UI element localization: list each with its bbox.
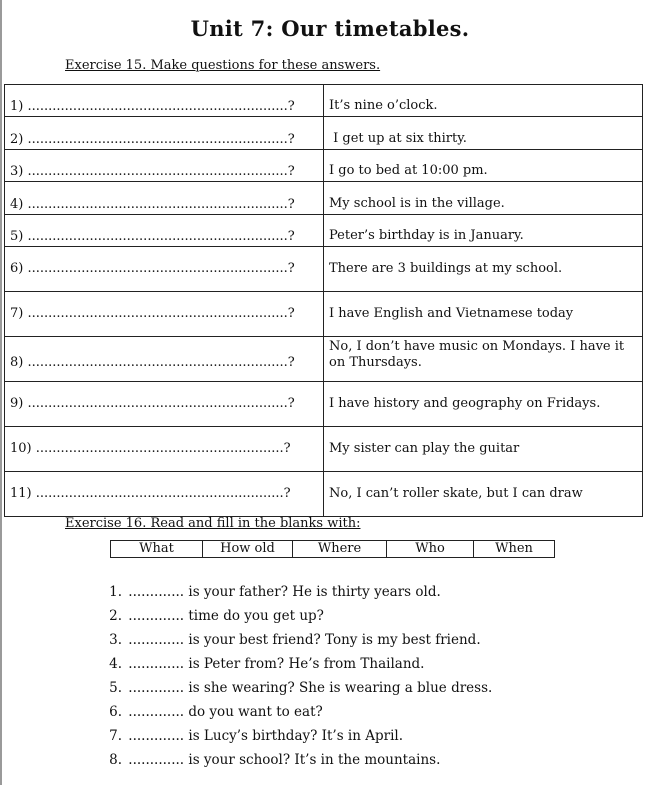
question-blank[interactable]: 6) ...............................................................? xyxy=(5,247,324,292)
item-number: 2. xyxy=(109,608,122,624)
table-row xyxy=(5,427,643,472)
answer-text: No, I don’t have music on Mondays. I have it on Thursdays. xyxy=(324,337,643,382)
table-row xyxy=(5,382,643,427)
item-number: 1. xyxy=(109,584,122,600)
list-item xyxy=(104,702,492,726)
answer-text: It’s nine o’clock. xyxy=(324,85,643,117)
page-left-edge xyxy=(0,0,2,785)
answer-text: There are 3 buildings at my school. xyxy=(324,247,643,292)
word-bank xyxy=(110,540,555,557)
item-sentence[interactable]: ............. is Peter from? He’s from Thailand. xyxy=(128,656,425,672)
item-sentence[interactable]: ............. time do you get up? xyxy=(128,608,324,624)
list-item xyxy=(104,750,492,774)
item-number: 8. xyxy=(109,752,122,768)
exercise-16-list xyxy=(104,582,492,774)
answer-text: My school is in the village. xyxy=(324,182,643,215)
answer-text: I have history and geography on Fridays. xyxy=(324,382,643,427)
exercise-16-heading: Exercise 16. Read and fill in the blanks with: xyxy=(65,516,361,531)
question-blank[interactable]: 11) ............................................................? xyxy=(5,472,324,517)
item-number: 4. xyxy=(109,656,122,672)
table-row xyxy=(5,85,643,117)
question-blank[interactable]: 3) ...............................................................? xyxy=(5,150,324,182)
question-blank[interactable]: 1) ...............................................................? xyxy=(5,85,324,117)
table-row xyxy=(5,150,643,182)
item-sentence[interactable]: ............. is your school? It’s in the mountains. xyxy=(128,752,441,768)
item-sentence[interactable]: ............. is she wearing? She is wearing a blue dress. xyxy=(128,680,493,696)
question-blank[interactable]: 4) ...............................................................? xyxy=(5,182,324,215)
answer-text: No, I can’t roller skate, but I can draw xyxy=(324,472,643,517)
list-item xyxy=(104,582,492,606)
question-blank[interactable]: 7) ...............................................................? xyxy=(5,292,324,337)
table-row xyxy=(5,337,643,382)
question-blank[interactable]: 9) ...............................................................? xyxy=(5,382,324,427)
word-bank-item: Where xyxy=(292,540,387,558)
question-blank[interactable]: 8) ...............................................................? xyxy=(5,337,324,382)
exercise-15-heading: Exercise 15. Make questions for these answers. xyxy=(65,58,381,73)
item-number: 7. xyxy=(109,728,122,744)
item-number: 6. xyxy=(109,704,122,720)
word-bank-item: Who xyxy=(386,540,474,558)
list-item xyxy=(104,630,492,654)
answer-text: My sister can play the guitar xyxy=(324,427,643,472)
question-blank[interactable]: 10) ............................................................? xyxy=(5,427,324,472)
answer-text: I get up at six thirty. xyxy=(324,117,643,150)
list-item xyxy=(104,654,492,678)
table-row xyxy=(5,292,643,337)
table-row xyxy=(5,472,643,517)
list-item xyxy=(104,678,492,702)
answer-text: I have English and Vietnamese today xyxy=(324,292,643,337)
item-sentence[interactable]: ............. do you want to eat? xyxy=(128,704,323,720)
question-blank[interactable]: 2) ...............................................................? xyxy=(5,117,324,150)
list-item xyxy=(104,606,492,630)
item-number: 3. xyxy=(109,632,122,648)
word-bank-item: How old xyxy=(202,540,293,558)
page-title: Unit 7: Our timetables. xyxy=(190,16,470,41)
answer-text: I go to bed at 10:00 pm. xyxy=(324,150,643,182)
table-row xyxy=(5,215,643,247)
item-sentence[interactable]: ............. is your father? He is thirty years old. xyxy=(128,584,441,600)
question-blank[interactable]: 5) ...............................................................? xyxy=(5,215,324,247)
item-number: 5. xyxy=(109,680,122,696)
word-bank-item: When xyxy=(473,540,555,558)
list-item xyxy=(104,726,492,750)
table-row xyxy=(5,117,643,150)
word-bank-item: What xyxy=(110,540,203,558)
table-row xyxy=(5,247,643,292)
answer-text: Peter’s birthday is in January. xyxy=(324,215,643,247)
item-sentence[interactable]: ............. is your best friend? Tony is my best friend. xyxy=(128,632,481,648)
table-row xyxy=(5,182,643,215)
item-sentence[interactable]: ............. is Lucy’s birthday? It’s in April. xyxy=(128,728,403,744)
exercise-15-table xyxy=(4,84,643,517)
